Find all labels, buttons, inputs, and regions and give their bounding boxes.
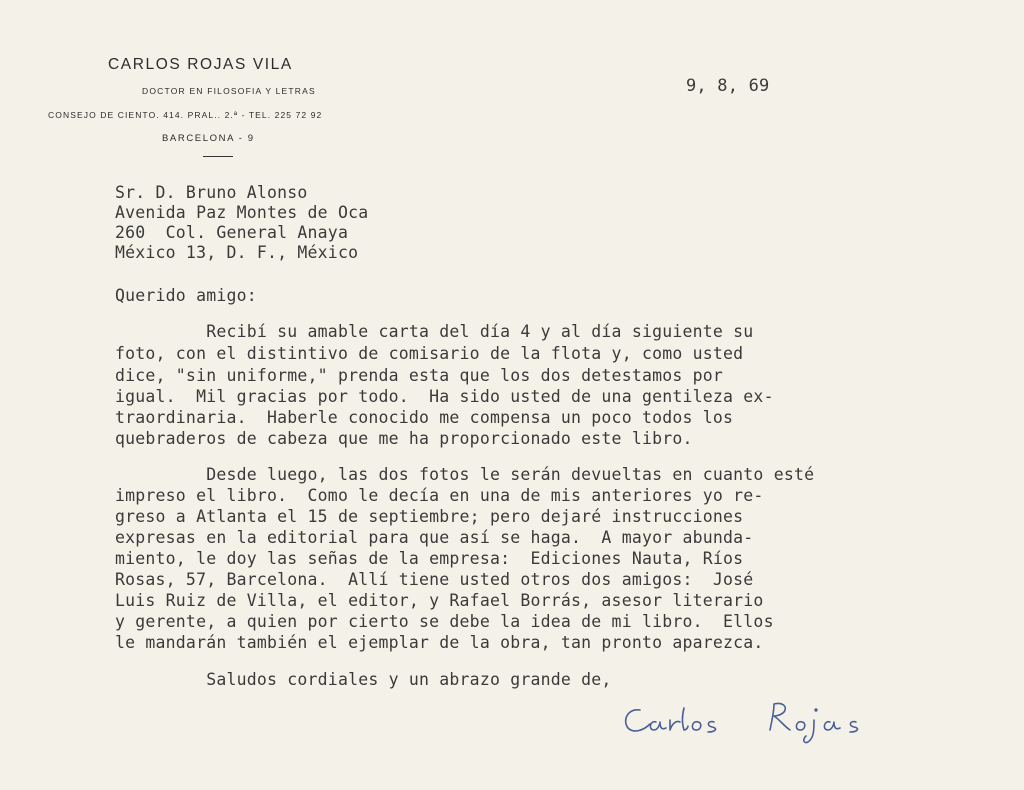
body-line: foto, con el distintivo de comisario de la flota y, como usted (115, 344, 744, 363)
letterhead-title: DOCTOR EN FILOSOFIA Y LETRAS (142, 86, 316, 96)
letterhead-name: CARLOS ROJAS VILA (108, 56, 293, 73)
recipient-line: Sr. D. Bruno Alonso (115, 183, 308, 202)
closing-line: Saludos cordiales y un abrazo grande de, (115, 670, 612, 689)
body-line: miento, le doy las señas de la empresa: Ediciones Nauta, Ríos (115, 549, 744, 568)
recipient-line: Avenida Paz Montes de Oca (115, 203, 369, 222)
letter-date: 9, 8, 69 (686, 76, 770, 96)
body-line: greso a Atlanta el 15 de septiembre; pero dejaré instrucciones (115, 507, 744, 526)
body-line: y gerente, a quien por cierto se debe la idea de mi libro. Ellos (115, 612, 774, 631)
recipient-line: 260 Col. General Anaya (115, 223, 349, 242)
body-line: impreso el libro. Como le decía en una de mis anteriores yo re- (115, 486, 764, 505)
body-line: Recibí su amable carta del día 4 y al día siguiente su (115, 322, 754, 341)
letterhead-divider (203, 156, 233, 157)
body-line: dice, "sin uniforme," prenda esta que los dos detestamos por (115, 366, 724, 385)
recipient-line: México 13, D. F., México (115, 243, 359, 262)
letterhead-address: CONSEJO DE CIENTO. 414. PRAL.. 2.ª - TEL. 225 72 92 (48, 110, 323, 120)
body-line: traordinaria. Haberle conocido me compensa un poco todos los (115, 408, 734, 427)
handwritten-signature (618, 690, 888, 750)
letterhead-city: BARCELONA - 9 (162, 133, 255, 144)
body-line: quebraderos de cabeza que me ha proporcionado este libro. (115, 429, 693, 448)
body-line: igual. Mil gracias por todo. Ha sido usted de una gentileza ex- (115, 387, 774, 406)
body-line: Rosas, 57, Barcelona. Allí tiene usted otros dos amigos: José (115, 570, 754, 589)
body-line: expresas en la editorial para que así se haga. A mayor abunda- (115, 528, 754, 547)
body-line: le mandarán también el ejemplar de la obra, tan pronto aparezca. (115, 633, 764, 652)
body-line: Desde luego, las dos fotos le serán devueltas en cuanto esté (115, 465, 815, 484)
salutation: Querido amigo: (115, 286, 257, 305)
body-line: Luis Ruiz de Villa, el editor, y Rafael Borrás, asesor literario (115, 591, 764, 610)
